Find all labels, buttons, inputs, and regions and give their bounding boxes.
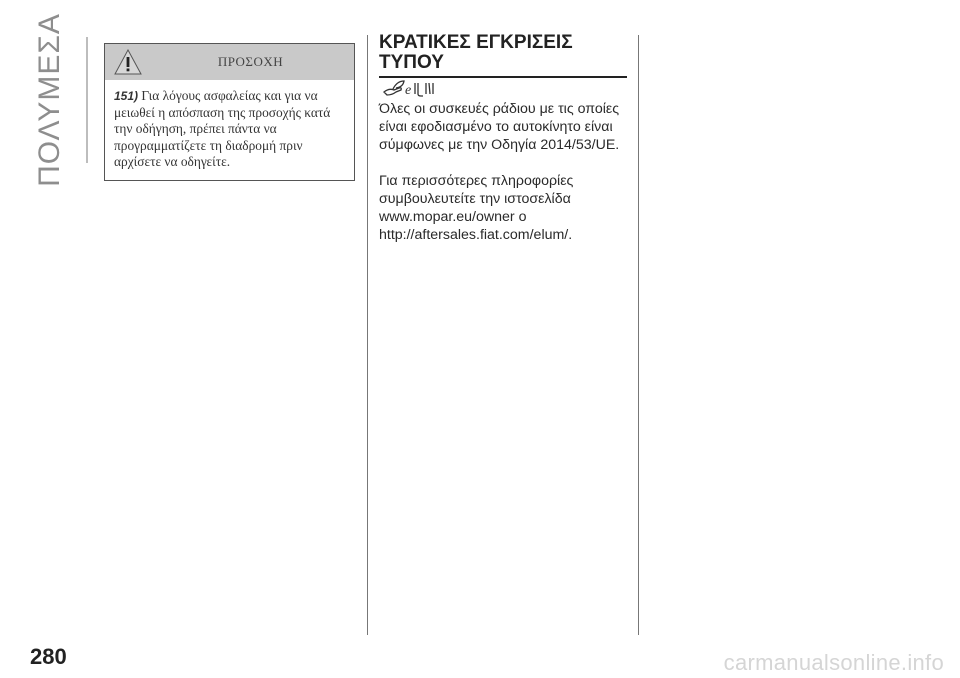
warning-header — [105, 44, 354, 80]
section-title — [379, 33, 627, 78]
side-title-text: ΠΟΛΥΜΕΣΑ — [33, 13, 66, 187]
side-rule — [86, 37, 88, 163]
section-title-line-2: ΤΥΠΟΥ — [379, 52, 444, 73]
column-divider-right — [638, 35, 639, 635]
warning-text: Για λόγους ασφαλείας και για να μειωθεί η απόσπαση της προσοχής κατά την οδήγηση, πρέπει πάντα να προγραμματίζετε τη διαδρομή πριν αρχίσετε να οδηγείτε. — [114, 88, 331, 169]
section-side-title — [30, 13, 70, 187]
svg-text:e: e — [405, 83, 412, 97]
warning-box — [104, 43, 355, 181]
approval-paragraph: Όλες οι συσκευές ράδιου με τις οποίες είναι εφοδιασμένο το αυτοκίνητο είναι σύμφωνες με την Οδηγία 2014/53/UE. — [379, 101, 620, 153]
page-number: 280 — [30, 644, 67, 669]
warning-title: ΠΡΟΣΟΧΗ — [217, 54, 284, 69]
column-divider-left — [367, 35, 368, 635]
section-title-line-1: ΚΡΑΤΙΚΕΣ ΕΓΚΡΙΣΕΙΣ — [379, 32, 573, 53]
watermark: carmanualsonline.info — [723, 650, 944, 675]
eco-hand-icon — [383, 79, 435, 97]
warning-body — [105, 80, 354, 171]
info-paragraph: Για περισσότερες πληροφορίες συμβουλευτείτε την ιστοσελίδα www.mopar.eu/owner ο http://aftersales.fiat.com/elum/. — [379, 173, 574, 243]
warning-number: 151) — [114, 89, 139, 103]
warning-triangle-icon — [114, 49, 142, 75]
